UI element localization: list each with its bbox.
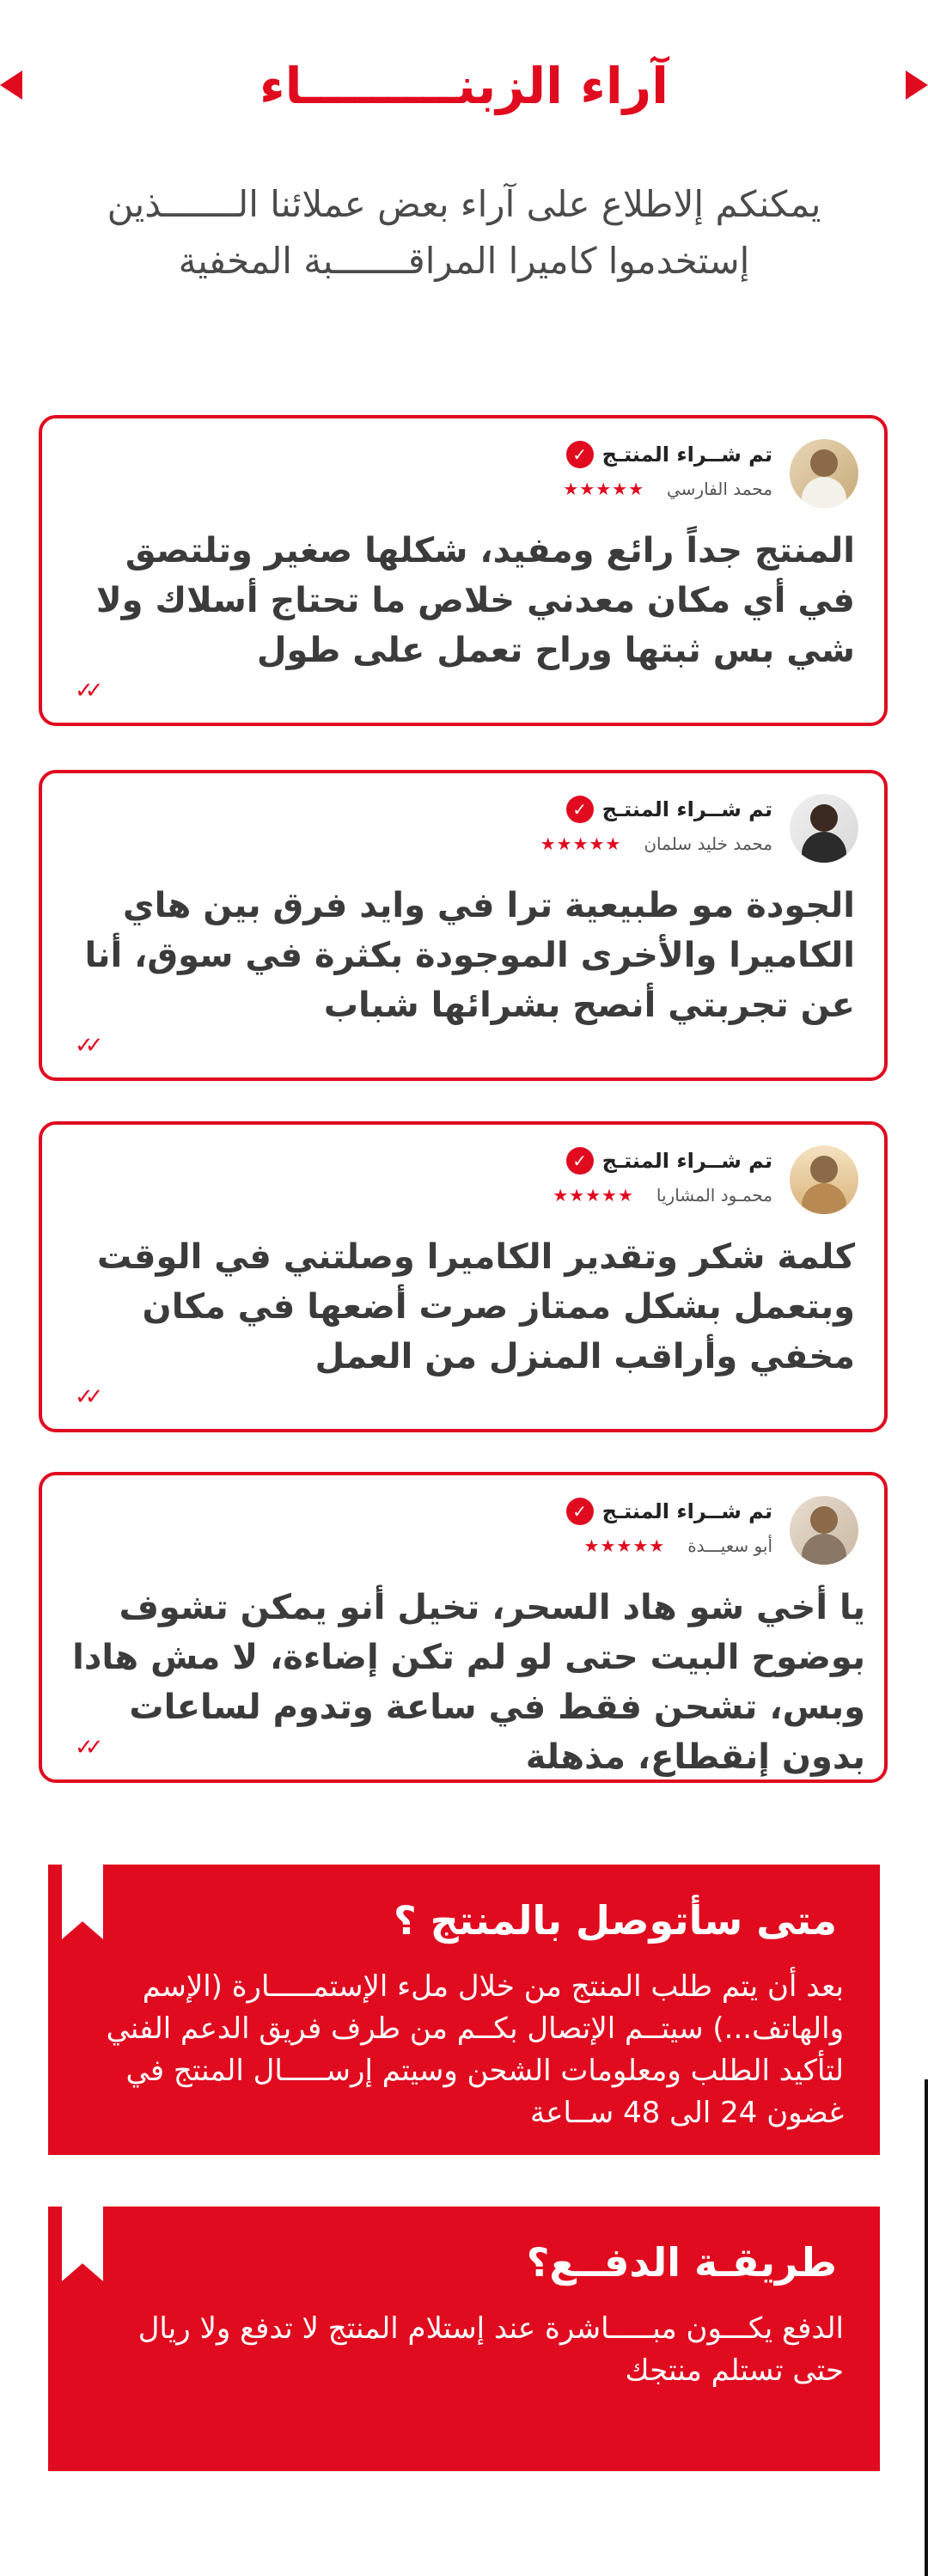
check-circle-icon: ✓ [566,441,594,468]
star-rating: ★★★★★ [563,479,644,499]
review-card [39,415,888,726]
verified-purchase [566,796,772,823]
payment-title: طريقـة الدفــع؟ [526,2239,837,2286]
verified-label: تم شــراء المنتـج [601,1149,772,1173]
check-circle-icon: ✓ [566,796,594,823]
reviewer-name: محمد الفارسي [667,479,772,499]
double-check-icon: ✓✓ [75,1033,95,1059]
star-rating: ★★★★★ [553,1185,634,1206]
section-header [0,47,928,125]
bookmark-icon [62,2200,103,2281]
verified-purchase [566,1498,772,1525]
reviewer-name: أبو سعيـــدة [687,1535,772,1556]
review-text: كلمة شكر وتقدير الكاميرا وصلتني في الوقت وبتعمل بشكل ممتاز صرت أضعها في مكان مخفي وأراقب المنزل من العمل [96,1237,855,1377]
review-card [39,770,888,1081]
verified-label: تم شــراء المنتـج [601,1499,772,1523]
review-card [39,1121,888,1432]
avatar [790,1496,858,1565]
reviewer-name: محمد خليد سلمان [644,833,772,854]
reviewer-row [553,1185,772,1206]
intro-text: يمكنكم إلاطلاع على آراء بعض عملائنا الـــــــذين إستخدموا كاميرا المراقـــــــبة المخفية [107,183,821,282]
section-title: آراء الزبنـــــــــاء [259,57,669,115]
payment-info-box [48,2207,880,2471]
delivery-text: بعد أن يتم طلب المنتج من خلال ملء الإستمـــــارة (الإسم والهاتف...) سيتــم الإتصال بكــم من طرف فريق الدعم الفني لتأكيد الطلب ومعلومات الشحن وسيتم إرســـــال المنتج في غضون 24 الى 48 ســاعة [106,1969,844,2130]
avatar [790,1145,858,1214]
star-rating: ★★★★★ [540,833,622,854]
double-check-icon: ✓✓ [75,678,95,704]
delivery-title: متى سأتوصل بالمنتج ؟ [393,1897,837,1944]
arrow-right-icon [906,70,928,100]
verified-label: تم شــراء المنتـج [601,797,772,821]
review-text: يا أخي شو هاد السحر، تخيل أنو يمكن تشوف بوضوح البيت حتى لو لم تكن إضاءة، لا مش هادا وبس، تشحن فقط في ساعة وتدوم لساعات بدون إنقطاع، مذهلة [72,1588,865,1777]
review-header [343,1144,858,1221]
review-header [343,437,858,515]
check-circle-icon: ✓ [566,1498,594,1525]
avatar [790,794,858,863]
verified-purchase [566,1147,772,1175]
review-card [39,1472,888,1783]
avatar [790,439,858,508]
verified-label: تم شــراء المنتـج [601,443,772,467]
reviewer-name: محمـود المشاريا [656,1185,772,1206]
reviewer-row [584,1535,772,1556]
check-circle-icon: ✓ [566,1147,594,1175]
scroll-edge-line [925,2079,928,2576]
reviewer-row [540,833,772,854]
review-text: المنتج جداً رائع ومفيد، شكلها صغير وتلتصق في أي مكان معدني خلاص ما تحتاج أسلاك ولا شي بس ثبتها وراح تعمل على طول [95,531,855,670]
review-text: الجودة مو طبيعية ترا في وايد فرق بين هاي الكاميرا والأخرى الموجودة بكثرة في سوق، أنا عن تجربتي أنصح بشرائها شباب [84,886,855,1025]
review-header [343,1494,858,1572]
double-check-icon: ✓✓ [75,1384,95,1410]
delivery-info-box [48,1865,880,2155]
payment-text: الدفع يكـــون مبـــــاشرة عند إستلام المنتج لا تدفع ولا ريال حتى تستلم منتجك [137,2311,844,2388]
review-header [343,792,858,870]
bookmark-icon [62,1858,103,1939]
verified-purchase [566,441,772,468]
double-check-icon: ✓✓ [75,1735,95,1761]
star-rating: ★★★★★ [583,1535,666,1556]
reviewer-row [563,479,772,499]
